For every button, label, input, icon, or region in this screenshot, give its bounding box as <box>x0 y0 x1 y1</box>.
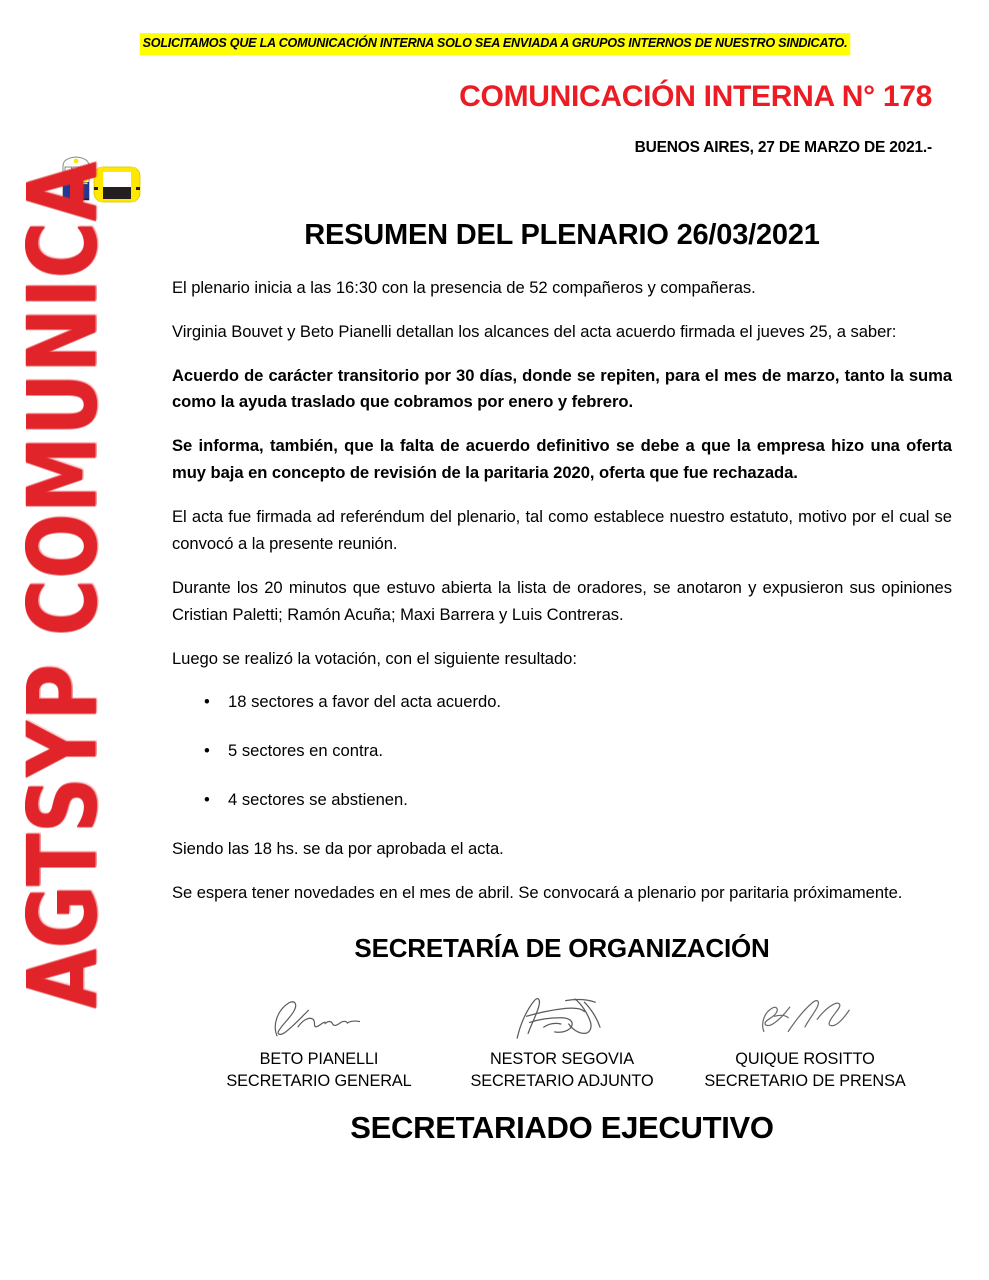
list-item <box>172 689 952 716</box>
signatory-nestor-segovia <box>455 984 670 1092</box>
signature-block <box>172 984 952 1092</box>
signatory-quique-rositto <box>698 984 913 1092</box>
bullet-icon: • <box>204 741 210 761</box>
paragraph-5-referendum: El acta fue firmada ad referéndum del plenario, tal como establece nuestro estatuto, motivo por el cual se convocó a la presente reunión. <box>172 507 952 553</box>
signatory-name: NESTOR SEGOVIA <box>490 1049 634 1068</box>
vertical-agtsyp-banner <box>4 161 124 1009</box>
signatory-role: SECRETARIO DE PRENSA <box>704 1071 906 1090</box>
list-item <box>172 738 952 765</box>
paragraph-3-agreement-terms: Acuerdo de carácter transitorio por 30 días, donde se repiten, para el mes de marzo, tanto la suma como la ayuda traslado que cobramos por enero y febrero. <box>172 365 952 412</box>
signatory-name: BETO PIANELLI <box>259 1049 379 1068</box>
list-item <box>172 787 952 814</box>
section-heading: RESUMEN DEL PLENARIO 26/03/2021 <box>304 219 820 251</box>
bullet-icon: • <box>204 692 210 712</box>
paragraph-1: El plenario inicia a las 16:30 con la presencia de 52 compañeros y compañeras. <box>172 277 756 297</box>
signatory-role: SECRETARIO ADJUNTO <box>470 1071 654 1090</box>
vertical-banner-text: AGTSYP COMUNICA <box>9 161 119 1009</box>
signature-mark-icon <box>212 984 427 1046</box>
document-content <box>172 218 952 1146</box>
train-and-bus-logo-icon <box>57 152 145 208</box>
closing-paragraph-2: Se espera tener novedades en el mes de abril. Se convocará a plenario por paritaria próximamente. <box>172 882 903 902</box>
list-item-label: 5 sectores en contra. <box>228 741 383 761</box>
signatory-name: QUIQUE ROSITTO <box>735 1049 875 1068</box>
closing-paragraph-1: Siendo las 18 hs. se da por aprobada el acta. <box>172 839 504 859</box>
list-item-label: 4 sectores se abstienen. <box>228 790 408 810</box>
executive-secretariat-heading: SECRETARIADO EJECUTIVO <box>350 1109 774 1145</box>
organization-heading: SECRETARÍA DE ORGANIZACIÓN <box>354 932 770 963</box>
document-date: BUENOS AIRES, 27 DE MARZO DE 2021.- <box>634 139 932 156</box>
vote-results-list <box>172 689 952 814</box>
bullet-icon: • <box>204 790 210 810</box>
notice-banner-row <box>0 33 989 55</box>
signatory-role: SECRETARIO GENERAL <box>226 1071 412 1090</box>
list-item-label: 18 sectores a favor del acta acuerdo. <box>228 692 502 712</box>
paragraph-2: Virginia Bouvet y Beto Pianelli detallan los alcances del acta acuerdo firmada el jueves 25, a saber: <box>172 321 897 341</box>
page-title: COMUNICACIÓN INTERNA N° 178 <box>459 80 932 113</box>
signature-mark-icon <box>455 984 670 1046</box>
internal-distribution-notice: SOLICITAMOS QUE LA COMUNICACIÓN INTERNA SOLO SEA ENVIADA A GRUPOS INTERNOS DE NUESTRO SINDICATO. <box>139 33 850 55</box>
signatory-beto-pianelli <box>212 984 427 1092</box>
paragraph-4-company-offer: Se informa, también, que la falta de acuerdo definitivo se debe a que la empresa hizo una oferta muy baja en concepto de revisión de la paritaria 2020, oferta que fue rechazada. <box>172 436 952 483</box>
paragraph-6-speakers: Durante los 20 minutos que estuvo abierta la lista de oradores, se anotaron y expusieron sus opiniones Cristian Paletti; Ramón Acuña; Maxi Barrera y Luis Contreras. <box>172 577 952 624</box>
vote-intro: Luego se realizó la votación, con el siguiente resultado: <box>172 648 577 668</box>
signature-mark-icon <box>698 984 913 1046</box>
